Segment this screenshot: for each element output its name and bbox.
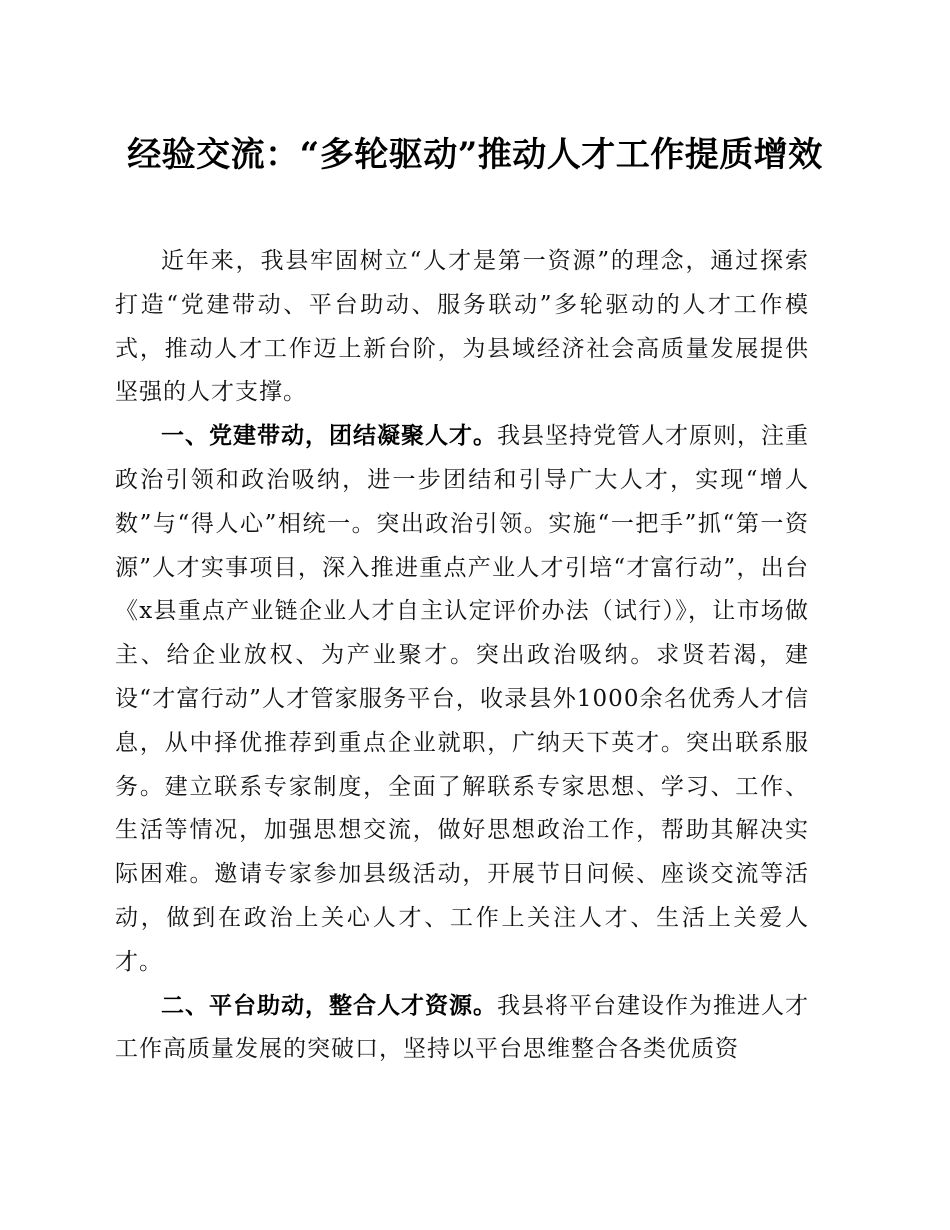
paragraph-intro-text: 近年来，我县牢固树立“人才是第一资源”的理念，通过探索打造“党建带动、平台助动、服务联动”多轮驱动的人才工作模式，推动人才工作迈上新台阶，为县域经济社会高质量发展提供坚强的人才支撑。 <box>115 248 809 406</box>
paragraph-party-building-text: 我县坚持党管人才原则，注重政治引领和政治吸纳，进一步团结和引导广大人才，实现“增人数”与“得人心”相统一。突出政治引领。实施“一把手”抓“第一资源”人才实事项目，深入推进重点产业人才引培“才富行动”，出台《x县重点产业链企业人才自主认定评价办法（试行）》，让市场做主、给企业放权、为产业聚才。突出政治吸纳。求贤若渴，建设“才富行动”人才管家服务平台，收录县外1000余名优秀人才信息，从中择优推荐到重点企业就职，广纳天下英才。突出联系服务。建立联系专家制度，全面了解联系专家思想、学习、工作、生活等情况，加强思想交流，做好思想政治工作，帮助其解决实际困难。邀请专家参加县级活动，开展节日问候、座谈交流等活动，做到在政治上关心人才、工作上关注人才、生活上关爱人才。 <box>115 423 809 975</box>
paragraph-party-building <box>115 415 809 984</box>
paragraph-platform-text: 我县将平台建设作为推进人才工作高质量发展的突破口，坚持以平台思维整合各类优质资 <box>115 992 809 1063</box>
paragraph-platform <box>115 985 809 1073</box>
paragraph-party-building-heading: 一、党建带动，团结凝聚人才。 <box>161 423 497 450</box>
paragraph-intro <box>115 240 809 415</box>
document-body <box>115 240 809 1072</box>
document-title: 经验交流：“多轮驱动”推动人才工作提质增效 <box>127 135 823 175</box>
paragraph-platform-heading: 二、平台助动，整合人才资源。 <box>161 992 497 1019</box>
